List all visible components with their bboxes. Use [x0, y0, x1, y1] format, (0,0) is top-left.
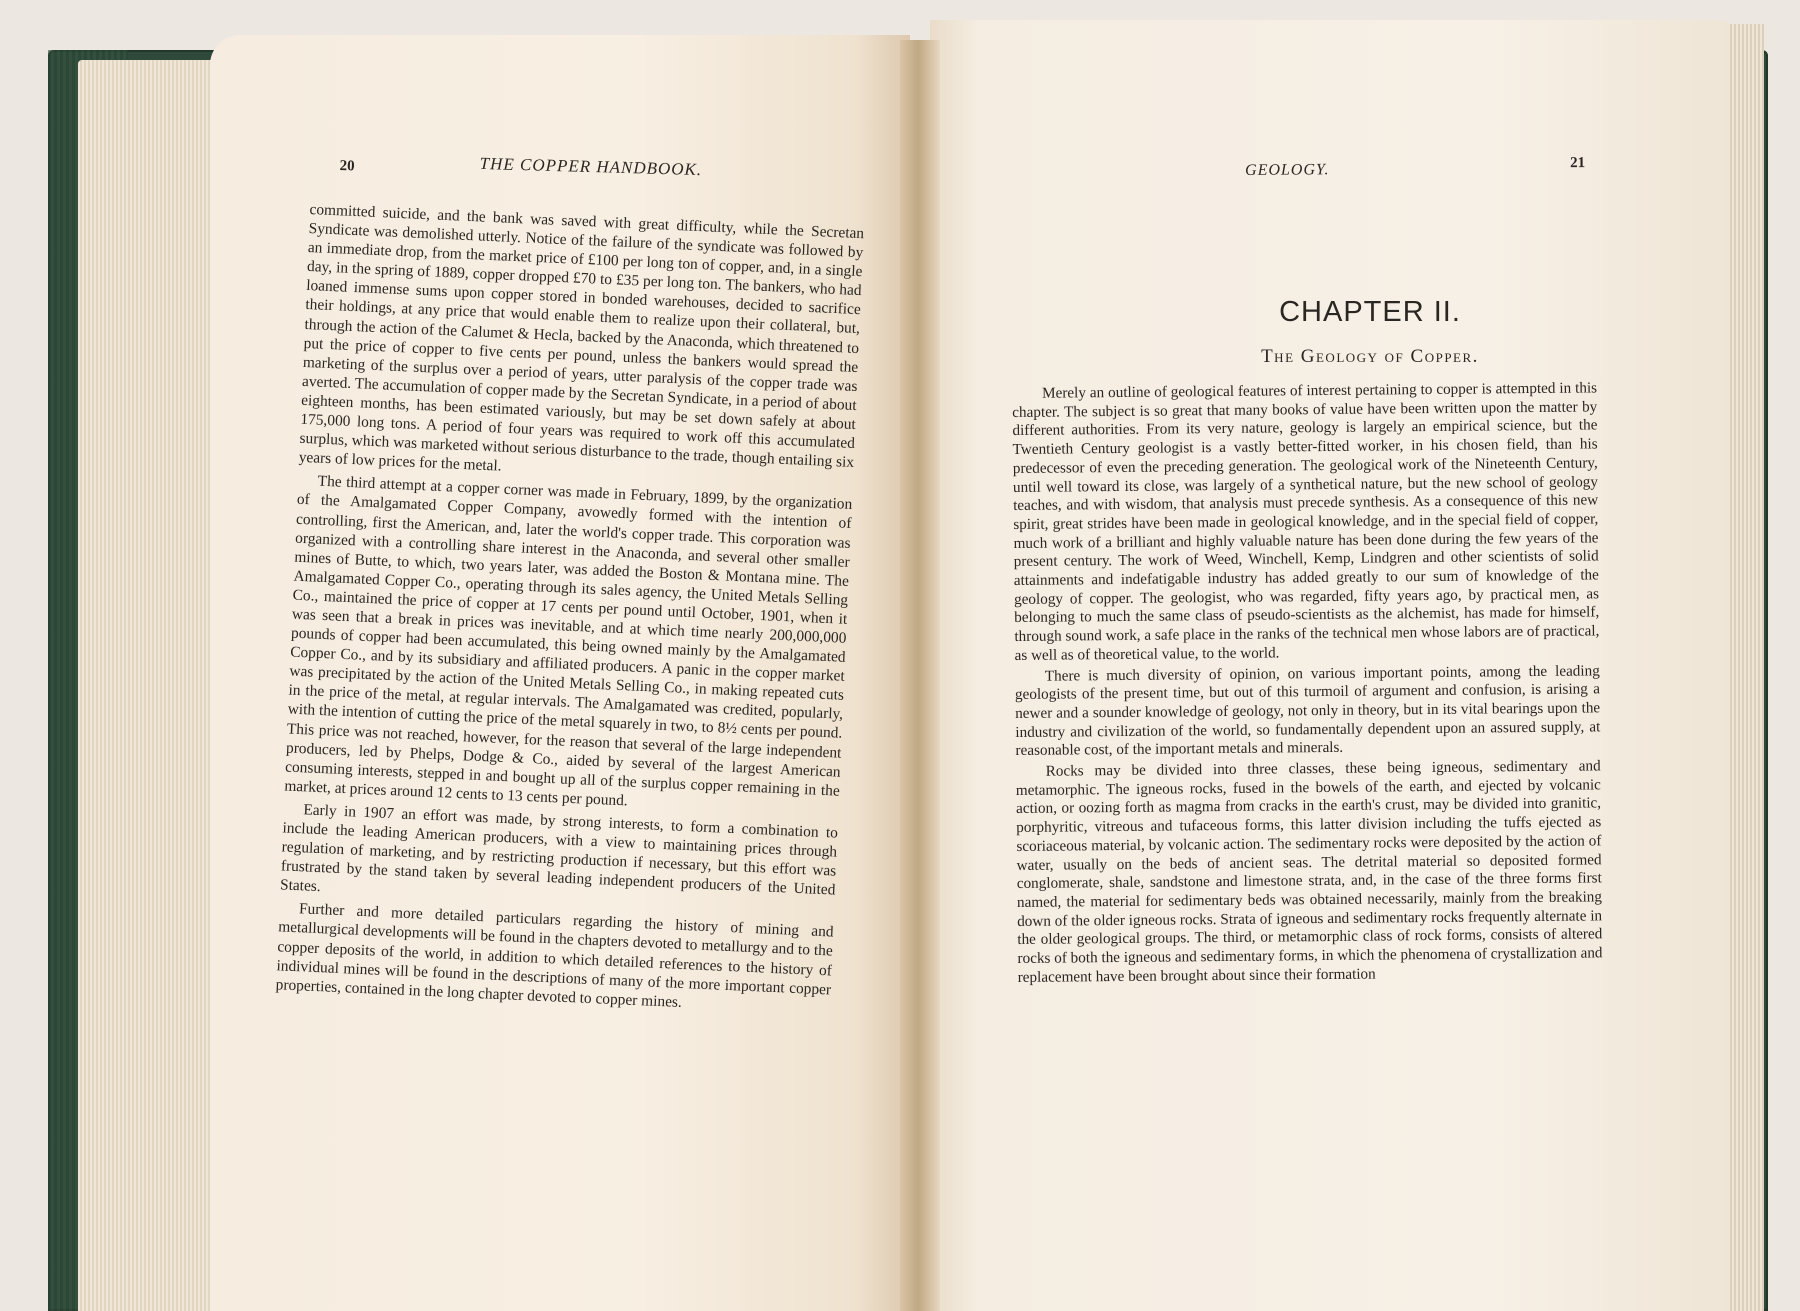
chapter-title: CHAPTER II.: [1279, 296, 1461, 328]
right-page-number: 21: [1569, 155, 1586, 172]
left-page-body: [275, 200, 864, 1022]
left-page-number: 20: [339, 157, 355, 175]
right-page-edges: [1728, 24, 1764, 1311]
right-page-body: [1012, 379, 1603, 989]
right-paragraph: Merely an outline of geological features of interest pertaining to copper is attempted in this chapter. The subject is so great that many books of value have been written upon the matter by different authorities. From its very nature, geology is largely an empirical science, but the Twentieth Century geologist is a vastly better-fitted worker, in his chosen field, than his predecessor of even the preceding generation. The geological work of the Nineteenth Century, until well toward its close, was largely of a synthetical nature, but the new school of geology teaches, and with wisdom, that analysis must precede synthesis. As a consequence of this new spirit, great strides have been made in geological knowledge, and in the special field of copper, much work of a brilliant and highly valuable nature has been done during the few years of the present century. The work of Weed, Winchell, Kemp, Lindgren and other scientists of solid attainments and indefatigable industry has added greatly to our sum of knowledge of the geology of copper. The geologist, who was regarded, fifty years ago, by practical men, as belonging to much the same class of pseudo-scientists as the alchemist, has made for himself, through sound work, a safe place in the ranks of the technical men whose labors are of practical, as well as of theoretical value, to the world.: [1012, 379, 1600, 664]
right-paragraph: There is much diversity of opinion, on various important points, among the leading geologists of the present time, but out of this turmoil of argument and confusion, is arising a newer and a sounder knowledge of geology, not only in theory, but in its vital bearings upon the industry and civilization of the world, so fundamentally dependent upon an assured supply, at reasonable cost, of the important metals and minerals.: [1014, 661, 1601, 760]
chapter-subtitle: The Geology of Copper.: [1261, 346, 1479, 367]
right-paragraph: Rocks may be divided into three classes, these being igneous, sedimentary and metamorphic. The igneous rocks, fused in the bowels of the earth, and ejected by volcanic action, or oozing forth as magma from cracks in the earth's crust, may be divided into granitic, porphyritic, vitreous and tufaceous forms, this latter division including the tuffs ejected as scoriaceous material, by volcanic action. The sedimentary rocks were deposited by the action of water, usually on the beds of ancient seas. The detrital material so deposited formed conglomerate, shale, sandstone and limestone strata, and, in the case of the three forms first named, the material for sedimentary beds was obtained necessarily, mainly from the breaking down of the older igneous rocks. Strata of igneous and sedimentary rocks frequently alternate in the older geological groups. The third, or metamorphic class of rock forms, consists of altered rocks of both the igneous and sedimentary forms, in which the phenomena of crystallization and replacement have been brought about since their formation: [1015, 757, 1603, 986]
left-paragraph: committed suicide, and the bank was saved with great difficulty, while the Secretan Syndicate was demolished utterly. Notice of the failure of the syndicate was followed by an immediate drop, from the market price of £100 per long ton of copper, and, in a single day, in the spring of 1889, copper dropped £70 to £35 per long ton. The bankers, who had loaned immense sums upon copper stored in bonded warehouses, decided to sacrifice their holdings, at any price that would enable them to realize upon their collateral, but, through the action of the Calumet & Hecla, backed by the Anaconda, which threatened to put the price of copper to five cents per pound, unless the bankers would spread the marketing of the surplus over a period of years, utter paralysis of the copper trade was averted. The accumulation of copper made by the Secretan Syndicate, in a period of about eighteen months, has been estimated variously, but may be set down safely at about 175,000 long tons. A period of four years was required to work off this accumulated surplus, which was marketed without serious disturbance to the trade, though entailing six years of low prices for the metal.: [298, 200, 865, 475]
book-gutter: [900, 40, 940, 1311]
left-paragraph: The third attempt at a copper corner was made in February, 1899, by the organization of the Amalgamated Copper Company, avowedly formed with the intention of controlling, first the American, and, later the world's copper trade. This corporation was organized with a controlling share interest in the Anaconda, and several other smaller mines of Butte, to which, two years later, was added the Boston & Montana mine. The Amalgamated Copper Co., operating through its sales agency, the United Metals Selling Co., maintained the price of copper at 17 cents per pound until October, 1901, when it was seen that a break in prices was inevitable, and at which time nearly 200,000,000 pounds of copper had been accumulated, this being owned mainly by the Amalgamated Copper Co., and by its subsidiary and affiliated producers. A panic in the copper market was precipitated by the action of the United Metals Selling Co., in making repeated cuts in the price of the metal, at regular intervals. The Amalgamated was credited, popularly, with the intention of cutting the price of the metal squarely in two, to 8½ cents per pound. This price was not reached, however, for the reason that several of the large independent producers, led by Phelps, Dodge & Co., aided by several of the largest American consuming interests, stepped in and bought up all of the surplus copper remaining in the market, at prices around 12 cents to 13 cents per pound.: [284, 472, 853, 810]
left-running-head: THE COPPER HANDBOOK.: [479, 153, 703, 180]
right-running-head: GEOLOGY.: [1245, 161, 1330, 179]
left-paragraph: Early in 1907 an effort was made, by strong interests, to form a combination to include the leading American producers, with a view to maintaining prices through regulation of marketing, and by restricting production if necessary, but this effort was frustrated by the stand taken by several leading independent producers of the United States.: [279, 801, 839, 899]
left-paragraph: Further and more detailed particulars regarding the history of mining and metallurgical developments will be found in the chapters devoted to metallurgy and to the copper deposits of the world, in addition to which detailed references to the history of individual mines will be found in the descriptions of many of the more important copper properties, contained in the long chapter devoted to copper mines.: [275, 900, 834, 1011]
